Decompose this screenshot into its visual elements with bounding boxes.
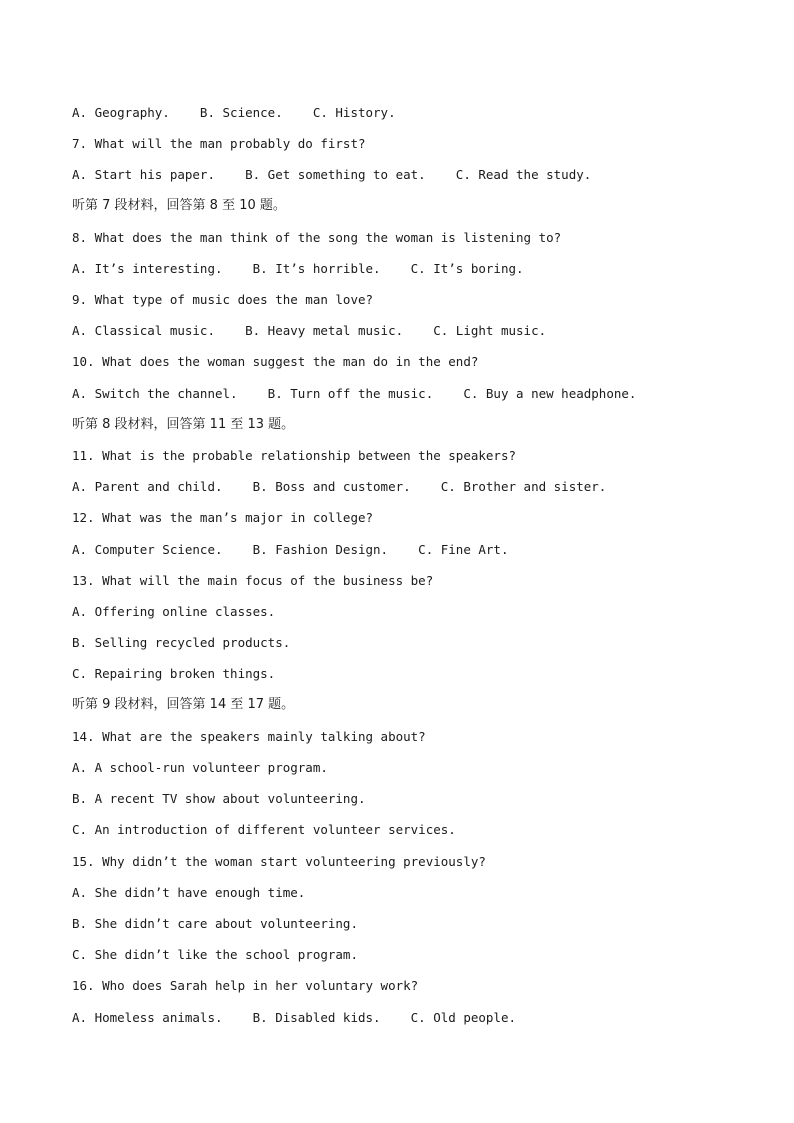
answer-option: B. Selling recycled products. (72, 635, 291, 650)
question-line: 13. What will the main focus of the business be? (72, 573, 434, 588)
question-line: 9. What type of music does the man love? (72, 292, 374, 307)
answer-option: A. Offering online classes. (72, 604, 276, 619)
question-line: 8. What does the man think of the song the woman is listening to? (72, 230, 562, 245)
question-line: 10. What does the woman suggest the man do in the end? (72, 354, 479, 369)
question-line: 16. Who does Sarah help in her voluntary work? (72, 978, 419, 993)
answer-options-line: A. Start his paper. B. Get something to eat. C. Read the study. (72, 167, 592, 182)
question-line: 15. Why didn’t the woman start volunteering previously? (72, 854, 486, 869)
answer-option: B. She didn’t care about volunteering. (72, 916, 358, 931)
answer-options-line: A. It’s interesting. B. It’s horrible. C. It’s boring. (72, 261, 524, 276)
answer-option: C. Repairing broken things. (72, 666, 276, 681)
answer-option: A. She didn’t have enough time. (72, 885, 306, 900)
answer-options-line: A. Computer Science. B. Fashion Design. C. Fine Art. (72, 542, 509, 557)
section-heading: 听第 7 段材料，回答第 8 至 10 题。 (72, 198, 286, 213)
question-line: 11. What is the probable relationship between the speakers? (72, 448, 517, 463)
section-heading: 听第 8 段材料，回答第 11 至 13 题。 (72, 417, 295, 432)
question-line: 14. What are the speakers mainly talking about? (72, 729, 426, 744)
answer-option: C. An introduction of different volunteer services. (72, 822, 456, 837)
answer-options-line: A. Classical music. B. Heavy metal music. C. Light music. (72, 323, 547, 338)
answer-options-line: A. Geography. B. Science. C. History. (72, 105, 396, 120)
answer-option: C. She didn’t like the school program. (72, 947, 358, 962)
section-heading: 听第 9 段材料，回答第 14 至 17 题。 (72, 697, 295, 712)
answer-option: A. A school-run volunteer program. (72, 760, 328, 775)
answer-options-line: A. Parent and child. B. Boss and customer. C. Brother and sister. (72, 479, 607, 494)
answer-options-line: A. Switch the channel. B. Turn off the music. C. Buy a new headphone. (72, 386, 637, 401)
question-line: 7. What will the man probably do first? (72, 136, 366, 151)
answer-options-line: A. Homeless animals. B. Disabled kids. C. Old people. (72, 1010, 517, 1025)
answer-option: B. A recent TV show about volunteering. (72, 791, 366, 806)
question-line: 12. What was the man’s major in college? (72, 510, 374, 525)
